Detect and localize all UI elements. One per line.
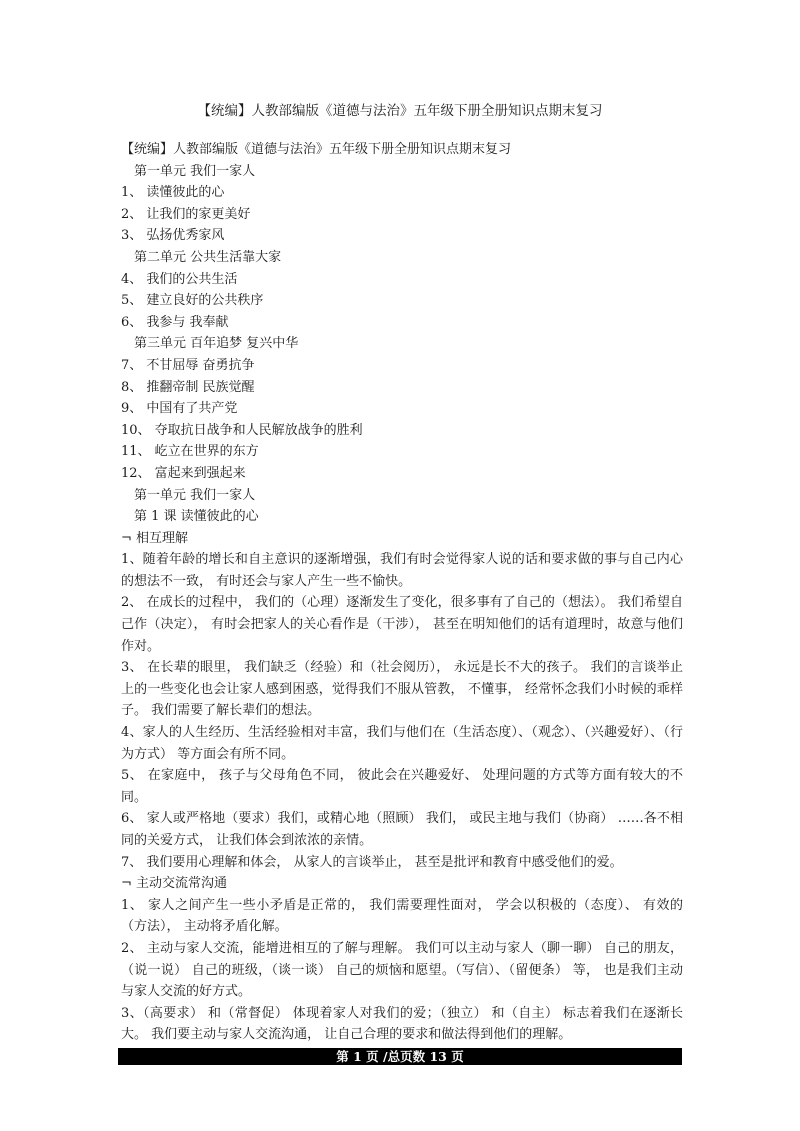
text-line: 2、 在成长的过程中， 我们的（心理）逐渐发生了变化，很多事有了自己的（想法）。 我们希望自己作（决定）， 有时会把家人的关心看作是（干涉）， 甚至在明知他们的话有道理时，故意与他们作对。: [121, 595, 683, 654]
text-line: 1、 读懂彼此的心: [121, 185, 225, 201]
text-line: 3、（高要求） 和（常督促） 体现着家人对我们的爱；（独立） 和（自主） 标志着我们在逐渐长大。 我们要主动与家人交流沟通， 让自己合理的要求和做法得到他们的理解。: [121, 1005, 683, 1043]
text-line: 3、 弘扬优秀家风: [121, 228, 225, 244]
text-line: 2、 让我们的家更美好: [121, 206, 251, 222]
text-line: 12、 富起来到强起来: [121, 465, 246, 481]
text-line: 7、 不甘屈辱 奋勇抗争: [121, 357, 255, 373]
section-heading: 第二单元 公共生活靠大家: [134, 249, 282, 265]
text-line: 【统编】人教部编版《道德与法治》五年级下册全册知识点期末复习: [121, 142, 512, 157]
text-line: 11、 屹立在世界的东方: [121, 444, 259, 460]
text-line: 4、 我们的公共生活: [121, 271, 238, 287]
text-line: 2、 主动与家人交流，能增进相互的了解与理解。 我们可以主动与家人（聊一聊） 自己的朋友，（说一说） 自己的班级，（谈一谈） 自己的烦恼和愿望。（写信）、（留便条） 等， 也是我们主动与家人交流的好方式。: [121, 940, 683, 1000]
text-line: 4、家人的人生经历、生活经验相对丰富，我们与他们在（生活态度）、（观念）、（兴趣爱好）、（行为方式） 等方面会有所不同。: [121, 725, 683, 762]
document-body: [121, 139, 683, 1046]
text-line: ¬ 主动交流常沟通: [121, 876, 228, 892]
page-footer-bar: [118, 1048, 682, 1065]
text-line: 7、 我们要用心理解和体会， 从家人的言谈举止， 甚至是批评和教育中感受他们的爱。: [121, 854, 623, 870]
text-line: 8、 推翻帝制 民族觉醒: [121, 379, 255, 395]
text-line: 5、 在家庭中， 孩子与父母角色不同， 彼此会在兴趣爱好、 处理问题的方式等方面有较大的不同。: [121, 768, 683, 805]
text-line: ¬ 相互理解: [121, 530, 189, 546]
section-heading: 第 1 课 读懂彼此的心: [134, 509, 259, 525]
text-line: 6、 家人或严格地（要求）我们，或精心地（照顾） 我们， 或民主地与我们（协商） ……各不相同的关爱方式， 让我们体会到浓浓的亲情。: [121, 811, 683, 848]
text-line: 1、 家人之间产生一些小矛盾是正常的， 我们需要理性面对， 学会以积极的（态度）、 有效的（方法）， 主动将矛盾化解。: [121, 897, 683, 935]
text-line: 9、 中国有了共产党: [121, 401, 238, 417]
page-title: 【统编】人教部编版《道德与法治》五年级下册全册知识点期末复习: [197, 103, 603, 119]
text-line: 3、 在长辈的眼里， 我们缺乏（经验）和（社会阅历）， 永远是长不大的孩子。 我们的言谈举止上的一些变化也会让家人感到困惑，觉得我们不服从管教， 不懂事， 经常怀念我们小时候的乖样子。 我们需要了解长辈们的想法。: [121, 660, 683, 719]
section-heading: 第一单元 我们一家人: [134, 487, 256, 503]
text-line: 6、 我参与 我奉献: [121, 314, 229, 330]
text-line: 10、 夺取抗日战争和人民解放战争的胜利: [121, 422, 363, 438]
text-line: 1、随着年龄的增长和自主意识的逐渐增强，我们有时会觉得家人说的话和要求做的事与自己内心的想法不一致， 有时还会与家人产生一些不愉快。: [121, 552, 683, 589]
section-heading: 第一单元 我们一家人: [134, 163, 256, 179]
section-heading: 第三单元 百年追梦 复兴中华: [134, 336, 299, 352]
page-indicator: 第 1 页 /总页数 13 页: [336, 1049, 464, 1064]
text-line: 5、 建立良好的公共秩序: [121, 293, 264, 309]
